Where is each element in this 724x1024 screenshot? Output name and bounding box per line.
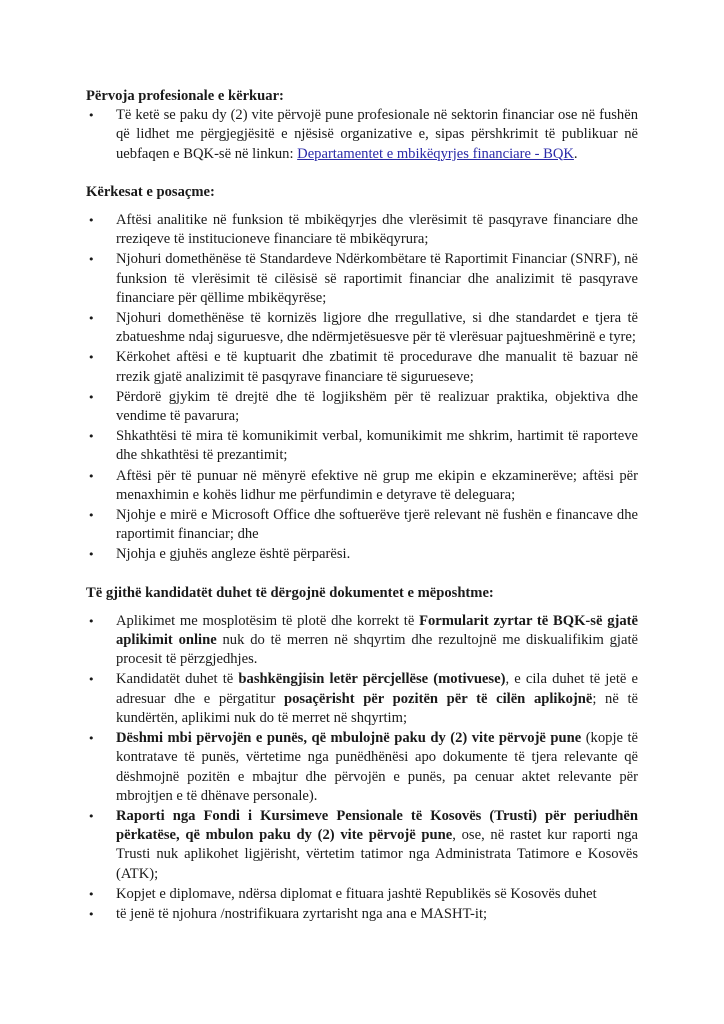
text-run: Njohuri domethënëse të Standardeve Ndërkombëtare të Raportimit Financiar (SNRF), në funksion të vlerësimit të cilësisë së raportimit financiar dhe analizimit të pasqyrave financiare për qëllime mbikëqyrëse; xyxy=(116,251,638,306)
text-run: ; në të kundërtën, aplikimi nuk do të merret në shqyrtim; xyxy=(116,690,638,726)
section-heading: Përvoja profesionale e kërkuar: xyxy=(86,88,284,104)
text-run: Kandidatët duhet të xyxy=(116,671,239,688)
document-page xyxy=(86,87,638,925)
list-item xyxy=(86,905,638,924)
text-run: të jenë të njohura /nostrifikuara zyrtarisht nga ana e MASHT-it; xyxy=(116,905,488,922)
bold-text: Raporti nga Fondi i Kursimeve Pensionale të Kosovës (Trusti) për periudhën përkatëse, që mbulon paku dy (2) vite përvojë pune xyxy=(116,807,638,844)
text-run: Shkathtësi të mira të komunikimit verbal, komunikimit me shkrim, hartimit të raporteve dhe shkathtësi të prezantimit; xyxy=(116,428,638,464)
list-item xyxy=(86,612,638,670)
text-run: , e cila duhet të jetë e adresuar dhe e përgatitur xyxy=(116,671,638,707)
list-item xyxy=(86,106,638,164)
text-run: Njohuri domethënëse të kornizës ligjore dhe rregullative, si dhe standardet e tjera të zbatueshme ndaj siguruesve, dhe ndërmjetësuesve për të vlerësuar pajtueshmërinë e tyre; xyxy=(116,310,638,346)
text-run: Njohje e mirë e Microsoft Office dhe softuerëve tjerë relevant në fushën e financave dhe raportimit financiar; dhe xyxy=(116,507,638,543)
text-run: . xyxy=(573,145,578,162)
bold-text: Formularit zyrtar të BQK-së gjatë aplikimit online xyxy=(116,612,638,649)
list-item xyxy=(86,348,638,386)
text-run: Aplikimet me mosplotësim të plotë dhe korrekt të xyxy=(116,612,420,629)
bullet-list xyxy=(86,106,638,164)
text-run: nuk do të merren në shqyrtim dhe rezultojnë me diskualifikim gjatë procesit të përzgjedhjes. xyxy=(116,632,638,668)
text-run: Të ketë se paku dy (2) vite përvojë pune profesionale në sektorin financiar ose në fushën që lidhet me përgjegjësitë e njësisë organizative e, sipas përshkrimit të publikuar në uebfaqen e BQK-së në linkun: xyxy=(116,107,638,162)
list-item xyxy=(86,545,638,564)
list-item xyxy=(86,309,638,347)
text-run: Aftësi për të punuar në mënyrë efektive në grup me ekipin e ekzaminerëve; aftësi për menaxhimin e kohës lidhur me përfundimin e detyrave të deleguara; xyxy=(116,467,638,503)
text-run: (kopje të kontratave të punës, vërtetime nga punëdhënësi apo dokumente të tjera relevante që dëshmojnë pozitën e mbajtur dhe përvojën e punës, pa cenuar aktet relevante për mbrojtjen e të dhënave personale). xyxy=(116,730,638,804)
list-item xyxy=(86,807,638,884)
section-special-requirements xyxy=(86,183,638,565)
section-experience xyxy=(86,87,638,164)
list-item xyxy=(86,388,638,426)
text-run: Kërkohet aftësi e të kuptuarit dhe zbatimit të procedurave dhe manualit të bazuar në rrezik gjatë analizimit të pasqyrave financiare të sigurueseve; xyxy=(116,349,638,385)
text-run: Aftësi analitike në funksion të mbikëqyrjes dhe vlerësimit të pasqyrave financiare dhe rreziqeve të institucioneve financiare të mbikëqyrura; xyxy=(116,212,638,248)
section-required-documents xyxy=(86,584,638,924)
bold-text: posaçërisht për pozitën për të cilën aplikojnë xyxy=(284,690,593,707)
list-item xyxy=(86,211,638,249)
text-run: Përdorë gjykim të drejtë dhe të logjikshëm për të realizuar praktika, objektiva dhe vendime të pavarura; xyxy=(116,388,638,425)
bullet-list xyxy=(86,612,638,924)
list-item xyxy=(86,467,638,505)
list-item xyxy=(86,670,638,728)
departments-link[interactable]: Departamentet e mbikëqyrjes financiare - BQK xyxy=(297,145,574,162)
list-item xyxy=(86,427,638,465)
section-heading: Kërkesat e posaçme: xyxy=(86,183,215,200)
list-item xyxy=(86,250,638,308)
list-item xyxy=(86,506,638,544)
list-item xyxy=(86,885,638,904)
text-run: Kopjet e diplomave, ndërsa diplomat e fituara jashtë Republikës së Kosovës duhet xyxy=(116,885,597,902)
bullet-list xyxy=(86,211,638,565)
text-run: Njohja e gjuhës angleze është përparësi. xyxy=(116,546,351,563)
bold-text: bashkëngjisin letër përcjellëse (motivuese) xyxy=(238,671,506,688)
text-run: , ose, në rastet kur raporti nga Trusti nuk aplikohet ligjërisht, vërtetim tatimor nga Administrata Tatimore e Kosovës (ATK); xyxy=(116,827,639,882)
list-item xyxy=(86,729,638,806)
section-heading: Të gjithë kandidatët duhet të dërgojnë dokumentet e mëposhtme: xyxy=(86,584,494,601)
bold-text: Dëshmi mbi përvojën e punës, që mbulojnë paku dy (2) vite përvojë pune xyxy=(116,730,582,747)
